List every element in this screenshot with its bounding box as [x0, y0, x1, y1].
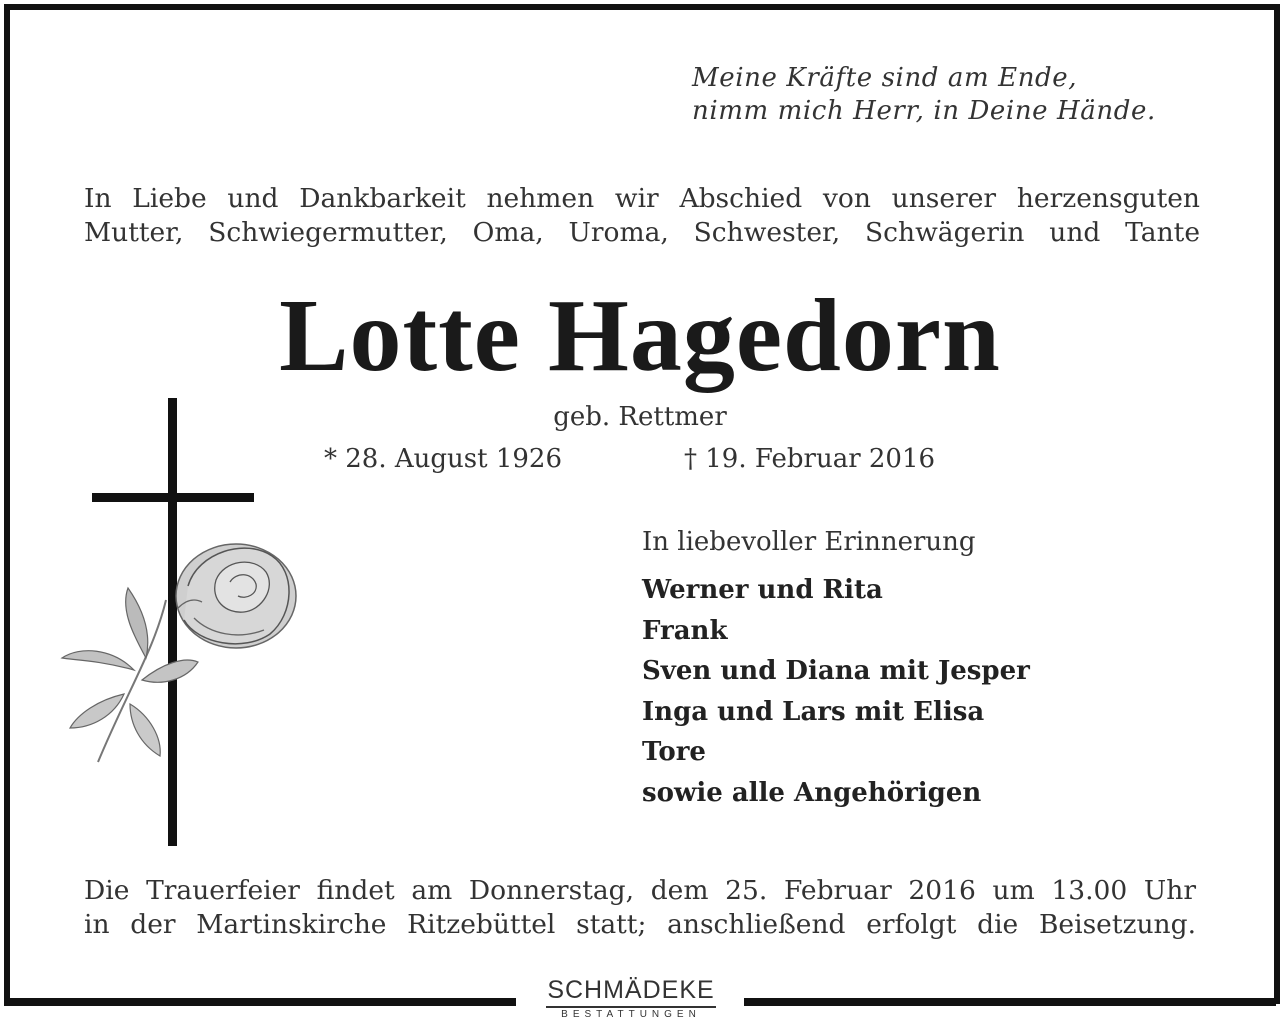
birth-date: * 28. August 1926 — [324, 444, 563, 474]
mourner-entry: Werner und Rita — [642, 575, 883, 605]
funeral-home-logo — [520, 976, 742, 1021]
intro-line-1: In Liebe und Dankbarkeit nehmen wir Abschied von unserer herzensguten — [84, 183, 1200, 214]
logo-name: SCHMÄDEKE — [547, 976, 715, 1004]
mourner-entry: Sven und Diana mit Jesper — [642, 656, 1030, 686]
verse-line-2: nimm mich Herr, in Deine Hände. — [692, 96, 1156, 126]
rose-icon — [58, 530, 308, 790]
verse-line-1: Meine Kräfte sind am Ende, — [692, 63, 1078, 93]
mourner-entry: Frank — [642, 615, 728, 646]
intro-text — [84, 182, 1200, 250]
funeral-details — [84, 874, 1196, 942]
cross-bar — [92, 493, 254, 502]
intro-line-2: Mutter, Schwiegermutter, Oma, Uroma, Schwester, Schwägerin und Tante — [84, 217, 1200, 248]
mourner-entry: Inga und Lars mit Elisa — [642, 696, 985, 727]
death-date: † 19. Februar 2016 — [684, 444, 936, 474]
notice-frame — [4, 4, 1280, 1004]
funeral-line-1: Die Trauerfeier findet am Donnerstag, dem 25. Februar 2016 um 13.00 Uhr — [84, 875, 1196, 906]
mourner-entry: sowie alle Angehörigen — [642, 777, 982, 808]
bible-verse — [692, 62, 1212, 128]
memory-heading: In liebevoller Erinnerung — [642, 527, 976, 557]
bottom-rule-left — [4, 998, 516, 1006]
logo-divider — [546, 1006, 716, 1008]
mourner-list — [642, 570, 1030, 813]
funeral-line-2: in der Martinskirche Ritzebüttel statt; anschließend erfolgt die Beisetzung. — [84, 909, 1196, 940]
maiden-name: geb. Rettmer — [553, 402, 727, 432]
deceased-name: Lotte Hagedorn — [279, 278, 1001, 393]
bottom-rule-right — [744, 998, 1276, 1006]
mourner-entry: Tore — [642, 737, 706, 767]
logo-subtitle: BESTATTUNGEN — [561, 1009, 701, 1020]
